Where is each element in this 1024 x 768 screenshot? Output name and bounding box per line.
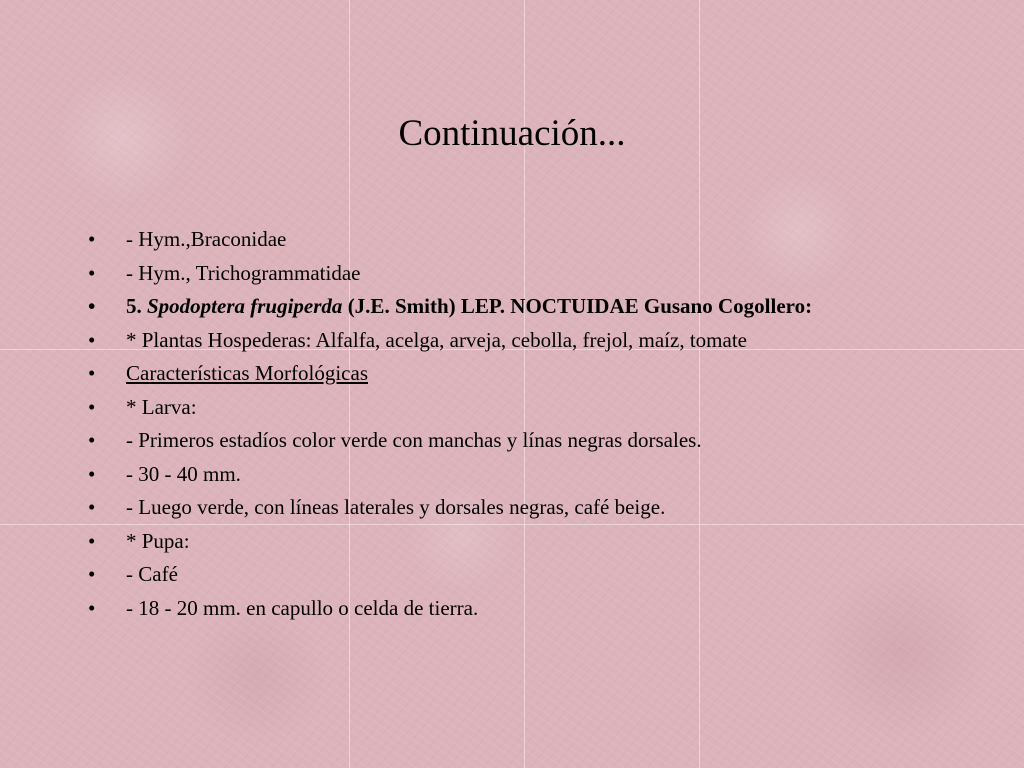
bullet-marker: •	[88, 227, 96, 251]
item-text: - 30 - 40 mm.	[126, 461, 241, 486]
species-name: Spodoptera frugiperda	[147, 294, 343, 318]
bullet-marker: •	[88, 562, 96, 586]
list-item	[85, 530, 885, 553]
list-item	[85, 262, 885, 285]
bullet-marker: •	[88, 495, 96, 519]
list-item-species-heading	[85, 295, 885, 318]
bullet-marker: •	[88, 461, 96, 486]
item-text: * Pupa:	[126, 528, 190, 553]
list-item	[85, 563, 885, 586]
item-text: - Luego verde, con líneas laterales y dorsales negras, café beige.	[126, 495, 666, 519]
item-text: - 18 - 20 mm. en capullo o celda de tierra.	[126, 595, 479, 620]
item-text: * Larva:	[126, 394, 197, 419]
bullet-marker: •	[88, 260, 96, 285]
bullet-marker: •	[88, 528, 96, 553]
list-item	[85, 496, 885, 519]
list-item	[85, 429, 885, 452]
item-text: - Café	[126, 562, 178, 586]
section-heading: Características Morfológicas	[126, 361, 368, 385]
bullet-marker: •	[88, 294, 96, 318]
slide-title: Continuación...	[398, 113, 626, 154]
list-item	[85, 329, 885, 352]
list-item	[85, 362, 885, 385]
list-item	[85, 396, 885, 419]
list-item	[85, 228, 885, 251]
bullet-marker: •	[88, 595, 96, 620]
item-text: - Primeros estadíos color verde con manchas y línas negras dorsales.	[126, 428, 702, 452]
item-text: * Plantas Hospederas: Alfalfa, acelga, arveja, cebolla, frejol, maíz, tomate	[126, 327, 747, 352]
bullet-list	[85, 228, 885, 630]
list-item	[85, 597, 885, 620]
item-text: - Hym.,Braconidae	[126, 227, 287, 251]
bullet-marker: •	[88, 327, 96, 352]
list-item	[85, 463, 885, 486]
item-number: 5.	[126, 294, 147, 318]
bullet-marker: •	[88, 394, 96, 419]
bullet-marker: •	[88, 428, 96, 452]
species-authority: (J.E. Smith) LEP. NOCTUIDAE Gusano Cogollero:	[342, 294, 813, 318]
item-text: - Hym., Trichogrammatidae	[126, 260, 361, 285]
bullet-marker: •	[88, 361, 96, 385]
